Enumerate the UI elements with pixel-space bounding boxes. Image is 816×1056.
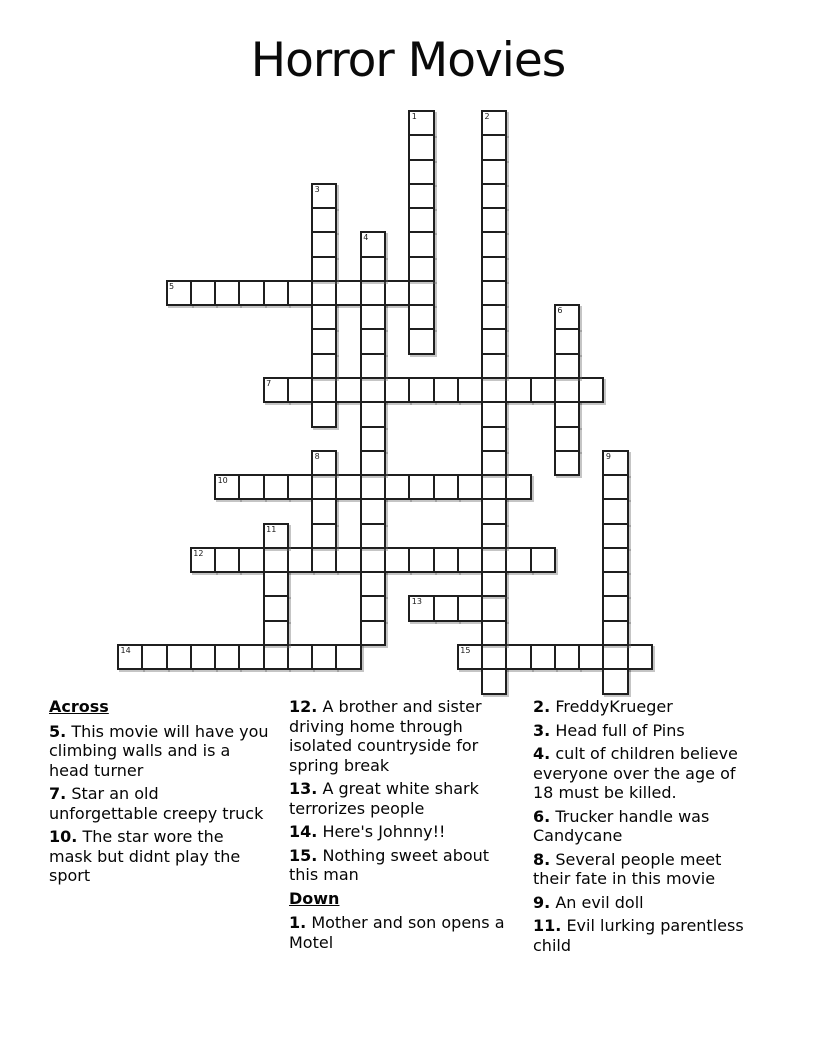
- grid-cell: [554, 353, 580, 379]
- grid-cell: [481, 571, 507, 597]
- clue-text: Several people meet their fate in this movie: [533, 849, 722, 888]
- clue-text: Mother and son opens a Motel: [289, 913, 505, 952]
- clue-number: 9.: [533, 892, 551, 912]
- grid-cell: [287, 547, 313, 573]
- grid-cell: [578, 644, 604, 670]
- grid-cell: [457, 474, 483, 500]
- grid-cell: [263, 620, 289, 646]
- clue-text: A great white shark terrorizes people: [289, 779, 479, 818]
- grid-cell: [457, 595, 483, 621]
- grid-cell: [263, 523, 289, 549]
- grid-cell: [408, 474, 434, 500]
- clue-number: 10.: [49, 827, 78, 846]
- grid-cell: [263, 377, 289, 403]
- grid-cell: [408, 377, 434, 403]
- clue-number: 5.: [49, 721, 67, 741]
- grid-cell: [311, 328, 337, 354]
- clue-item: [533, 893, 755, 913]
- grid-cell: [384, 547, 410, 573]
- grid-cell: [408, 595, 434, 621]
- clue-number: 2.: [533, 697, 551, 716]
- grid-cell: [554, 377, 580, 403]
- grid-cell: [384, 377, 410, 403]
- grid-cell: [602, 571, 628, 597]
- grid-cell: [335, 377, 361, 403]
- clue-text: An evil doll: [555, 892, 644, 912]
- cell-number: 4: [363, 233, 369, 243]
- grid-cell: [311, 474, 337, 500]
- clue-number: 12.: [289, 697, 318, 716]
- grid-cell: [190, 644, 216, 670]
- grid-cell: [360, 450, 386, 476]
- grid-cell: [408, 328, 434, 354]
- cell-number: 12: [193, 548, 204, 558]
- grid-cell: [602, 595, 628, 621]
- grid-cell: [311, 644, 337, 670]
- grid-cell: [481, 134, 507, 160]
- grid-cell: [263, 547, 289, 573]
- clue-item: [289, 697, 511, 775]
- grid-cell: [263, 644, 289, 670]
- grid-cell: [311, 377, 337, 403]
- clue-number: 3.: [533, 720, 551, 740]
- grid-cell: [457, 377, 483, 403]
- clue-column-down: [533, 697, 755, 959]
- grid-cell: [408, 110, 434, 136]
- grid-cell: [311, 450, 337, 476]
- grid-cell: [311, 207, 337, 233]
- grid-cell: [263, 595, 289, 621]
- across-header: Across: [49, 697, 109, 716]
- grid-cell: [433, 595, 459, 621]
- grid-cell: [238, 547, 264, 573]
- grid-cell: [505, 644, 531, 670]
- grid-cell: [360, 256, 386, 282]
- grid-cell: [602, 644, 628, 670]
- cell-number: 6: [557, 306, 563, 316]
- clue-text: The star wore the mask but didnt play the sport: [49, 827, 241, 885]
- grid-cell: [554, 401, 580, 427]
- grid-cell: [602, 668, 628, 694]
- clue-item: [533, 850, 755, 889]
- grid-cell: [360, 328, 386, 354]
- grid-cell: [141, 644, 167, 670]
- grid-cell: [287, 377, 313, 403]
- grid-cell: [457, 644, 483, 670]
- grid-cell: [481, 328, 507, 354]
- grid-cell: [360, 474, 386, 500]
- cell-number: 2: [484, 112, 490, 121]
- clue-text: Trucker handle was Candycane: [533, 806, 710, 845]
- grid-cell: [311, 256, 337, 282]
- grid-cell: [481, 304, 507, 330]
- grid-cell: [384, 474, 410, 500]
- grid-cell: [214, 474, 240, 500]
- clue-text: Head full of Pins: [555, 720, 685, 740]
- grid-cell: [481, 256, 507, 282]
- clue-number: 1.: [289, 913, 307, 932]
- grid-cell: [408, 134, 434, 160]
- cell-number: 10: [217, 476, 228, 486]
- clue-number: 13.: [289, 779, 318, 798]
- grid-cell: [408, 304, 434, 330]
- grid-cell: [481, 231, 507, 257]
- grid-cell: [602, 547, 628, 573]
- clue-item: [289, 779, 511, 818]
- grid-cell: [408, 547, 434, 573]
- clue-number: 15.: [289, 845, 318, 865]
- cell-number: 8: [314, 451, 320, 461]
- grid-cell: [457, 547, 483, 573]
- grid-cell: [481, 547, 507, 573]
- clue-number: 11.: [533, 916, 562, 935]
- grid-cell: [360, 595, 386, 621]
- grid-cell: [481, 401, 507, 427]
- grid-cell: [554, 304, 580, 330]
- grid-cell: [602, 523, 628, 549]
- grid-cell: [530, 377, 556, 403]
- puzzle-title: Horror Movies: [250, 33, 566, 88]
- grid-cell: [214, 280, 240, 306]
- grid-cell: [360, 401, 386, 427]
- grid-cell: [481, 377, 507, 403]
- grid-cell: [554, 328, 580, 354]
- clue-item: [533, 807, 755, 846]
- grid-cell: [433, 474, 459, 500]
- grid-cell: [433, 377, 459, 403]
- clue-text: Nothing sweet about this man: [289, 845, 490, 884]
- grid-cell: [360, 231, 386, 257]
- grid-cell: [360, 426, 386, 452]
- cell-number: 3: [314, 184, 320, 194]
- grid-cell: [481, 426, 507, 452]
- grid-cell: [481, 523, 507, 549]
- grid-cell: [408, 183, 434, 209]
- clue-column-middle: [289, 697, 511, 956]
- grid-cell: [505, 474, 531, 500]
- grid-cell: [311, 547, 337, 573]
- grid-cell: [238, 280, 264, 306]
- grid-cell: [408, 231, 434, 257]
- grid-cell: [481, 644, 507, 670]
- grid-cell: [190, 547, 216, 573]
- clue-text: cult of children believe everyone over the age of 18 must be killed.: [533, 744, 738, 802]
- grid-cell: [311, 498, 337, 524]
- grid-cell: [360, 523, 386, 549]
- grid-cell: [214, 547, 240, 573]
- clue-item: [289, 913, 511, 952]
- grid-cell: [384, 280, 410, 306]
- grid-cell: [554, 426, 580, 452]
- grid-cell: [554, 644, 580, 670]
- grid-cell: [408, 280, 434, 306]
- grid-cell: [602, 498, 628, 524]
- clue-item: [49, 827, 271, 886]
- grid-cell: [360, 304, 386, 330]
- clue-item: [533, 721, 755, 741]
- clue-number: 7.: [49, 784, 67, 803]
- grid-cell: [408, 207, 434, 233]
- grid-cell: [530, 644, 556, 670]
- grid-cell: [117, 644, 143, 670]
- clue-item: [533, 697, 755, 717]
- grid-cell: [311, 523, 337, 549]
- clue-item: [289, 846, 511, 885]
- grid-cell: [263, 474, 289, 500]
- grid-cell: [335, 474, 361, 500]
- grid-cell: [263, 280, 289, 306]
- grid-cell: [481, 595, 507, 621]
- clue-column-across: [49, 697, 271, 890]
- grid-cell: [360, 353, 386, 379]
- grid-cell: [238, 644, 264, 670]
- cell-number: 15: [460, 645, 471, 655]
- grid-cell: [602, 620, 628, 646]
- grid-cell: [166, 280, 192, 306]
- grid-cell: [554, 450, 580, 476]
- grid-cell: [408, 256, 434, 282]
- crossword-grid: [117, 110, 655, 696]
- cell-number: 5: [169, 281, 175, 291]
- down-header: Down: [289, 888, 340, 908]
- grid-cell: [360, 377, 386, 403]
- grid-cell: [287, 644, 313, 670]
- clue-text: A brother and sister driving home through isolated countryside for spring break: [289, 697, 482, 775]
- grid-cell: [360, 571, 386, 597]
- cell-number: 9: [605, 451, 611, 461]
- grid-cell: [335, 280, 361, 306]
- grid-cell: [335, 547, 361, 573]
- clue-number: 8.: [533, 849, 551, 869]
- grid-cell: [481, 183, 507, 209]
- clue-text: Here's Johnny!!: [322, 822, 446, 841]
- clue-item: [49, 784, 271, 823]
- grid-cell: [287, 280, 313, 306]
- clue-number: 14.: [289, 822, 318, 841]
- grid-cell: [311, 231, 337, 257]
- grid-cell: [433, 547, 459, 573]
- clue-item: [533, 744, 755, 803]
- grid-cell: [360, 280, 386, 306]
- grid-cell: [311, 304, 337, 330]
- grid-cell: [578, 377, 604, 403]
- clue-item: [49, 722, 271, 781]
- grid-cell: [311, 353, 337, 379]
- clue-item: [289, 822, 511, 842]
- cell-number: 14: [120, 645, 131, 655]
- cell-number: 7: [266, 378, 272, 388]
- grid-cell: [481, 280, 507, 306]
- grid-cell: [408, 159, 434, 185]
- clue-text: Star an old unforgettable creepy truck: [49, 784, 264, 823]
- grid-cell: [481, 353, 507, 379]
- clue-text: This movie will have you climbing walls and is a head turner: [49, 721, 269, 780]
- grid-cell: [481, 450, 507, 476]
- grid-cell: [481, 207, 507, 233]
- grid-cell: [481, 620, 507, 646]
- clue-number: 6.: [533, 806, 551, 826]
- grid-cell: [311, 401, 337, 427]
- cell-number: 11: [266, 524, 277, 534]
- grid-cell: [311, 280, 337, 306]
- grid-cell: [602, 474, 628, 500]
- grid-cell: [360, 498, 386, 524]
- grid-cell: [505, 377, 531, 403]
- grid-cell: [481, 668, 507, 694]
- grid-cell: [481, 498, 507, 524]
- clue-text: Evil lurking parentless child: [533, 916, 744, 955]
- grid-cell: [481, 110, 507, 136]
- grid-cell: [190, 280, 216, 306]
- grid-cell: [602, 450, 628, 476]
- grid-cell: [263, 571, 289, 597]
- grid-cell: [287, 474, 313, 500]
- clue-text: FreddyKrueger: [555, 697, 673, 716]
- grid-cell: [360, 547, 386, 573]
- grid-cell: [530, 547, 556, 573]
- grid-cell: [481, 159, 507, 185]
- cell-number: 1: [411, 112, 417, 121]
- grid-cell: [505, 547, 531, 573]
- clue-item: [533, 916, 755, 955]
- cell-number: 13: [411, 597, 422, 607]
- clue-number: 4.: [533, 744, 551, 763]
- grid-cell: [238, 474, 264, 500]
- grid-cell: [166, 644, 192, 670]
- grid-cell: [360, 620, 386, 646]
- grid-cell: [335, 644, 361, 670]
- grid-cell: [627, 644, 653, 670]
- grid-cell: [214, 644, 240, 670]
- grid-cell: [311, 183, 337, 209]
- grid-cell: [481, 474, 507, 500]
